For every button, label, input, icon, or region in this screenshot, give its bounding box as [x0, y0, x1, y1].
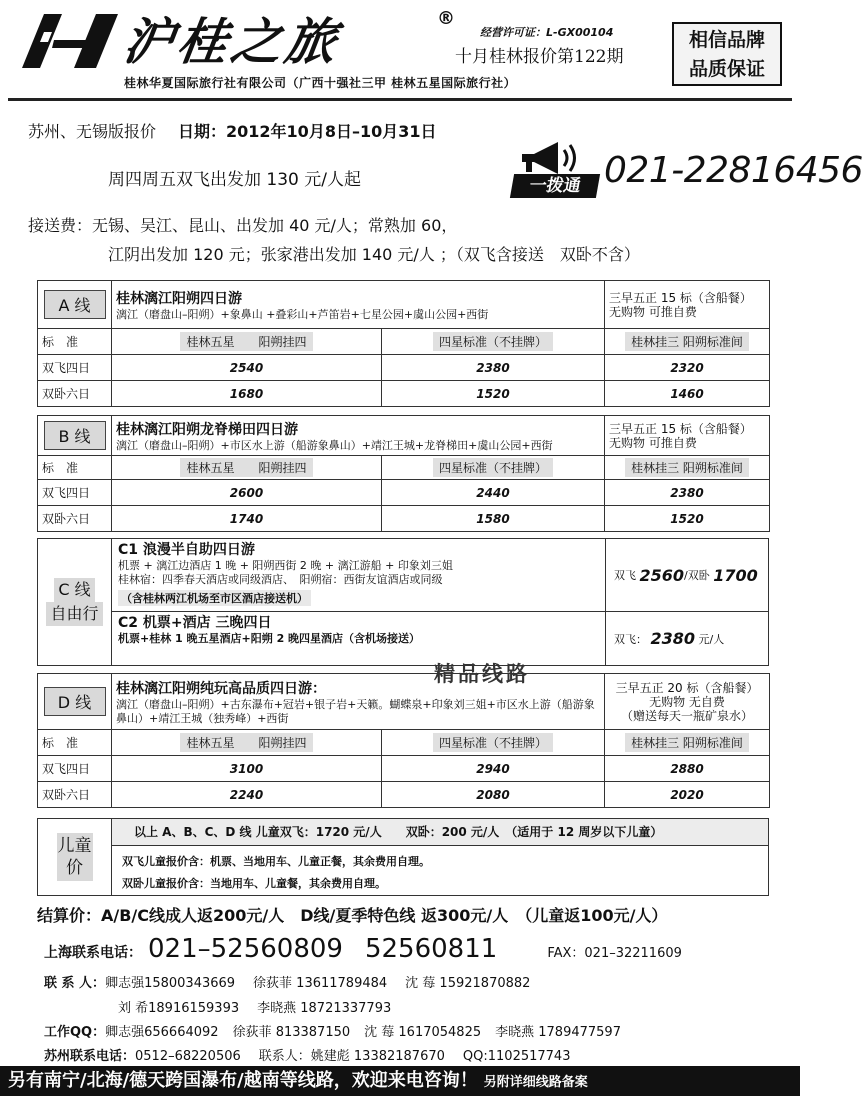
suzhou-contact-row — [44, 1045, 570, 1064]
line-b-col-2-text: 四星标准（不挂牌） — [433, 458, 553, 477]
line-d-col-2-text: 四星标准（不挂牌） — [433, 733, 553, 752]
work-qq-row — [44, 1021, 621, 1040]
brand-name: 沪桂之旅 — [119, 12, 344, 71]
line-c2-price-value: 2380 — [650, 629, 696, 648]
line-d-price-rail-1: 2240 — [112, 782, 382, 808]
transfer-fee-line-1: 接送费：无锡、吴江、昆山、出发加 40 元/人；常熟加 60， — [28, 216, 458, 235]
line-a-note-1: 三早五正 15 标（含船餐） — [609, 290, 752, 305]
line-a-col-3 — [605, 329, 770, 355]
line-a-price-fly-3: 2320 — [605, 355, 770, 381]
line-b-price-rail-1: 1740 — [112, 506, 382, 532]
qq-3: 沈 莓 1617054825 — [364, 1025, 482, 1040]
line-b-row-fly — [38, 480, 770, 506]
suzhou-person: 联系人：姚建彪 13382187670 — [258, 1049, 445, 1064]
line-d-col-3-text: 桂林挂三 阳朔标准间 — [625, 733, 749, 752]
date-range: 日期：2012年10月8日–10月31日 — [178, 122, 437, 141]
line-c1-note: （含桂林两江机场至市区酒店接送机） — [118, 590, 311, 606]
children-label: 儿童价 — [57, 833, 93, 881]
line-b-detail — [112, 416, 605, 456]
line-a-std-label: 标 准 — [38, 329, 112, 355]
line-b-note-1: 三早五正 15 标（含船餐） — [609, 421, 752, 436]
children-rail-includes: 双卧儿童报价含：当地用车、儿童餐，其余费用自理。 — [122, 877, 386, 890]
line-d-col-3 — [605, 730, 770, 756]
shanghai-phone-2: 52560811 — [364, 934, 498, 964]
contact-5: 李晓燕 18721337793 — [257, 1001, 392, 1016]
issue-title: 十月桂林报价第122期 — [455, 47, 624, 67]
line-a-row-rail-label: 双卧六日 — [38, 381, 112, 407]
line-c1-price-label: 双飞 — [614, 569, 636, 582]
company-name: 桂林华夏国际旅行社有限公司（广西十强社三甲 桂林五星国际旅行社） — [124, 76, 517, 90]
line-c-block — [37, 538, 769, 666]
line-b-label: B 线 — [44, 421, 106, 450]
children-price-block — [37, 818, 769, 896]
work-qq-label: 工作QQ： — [44, 1025, 106, 1040]
line-d-info-row — [38, 674, 770, 730]
settlement-rebate: 结算价：A/B/C线成人返200元/人 D线/夏季特色线 返300元/人 （儿童返100元/人） — [37, 906, 668, 925]
contact-3: 沈 莓 15921870882 — [405, 976, 531, 991]
line-a-name: 桂林漓江阳朔四日游 — [116, 290, 242, 307]
registered-mark: ® — [437, 8, 455, 29]
line-c-label — [38, 539, 112, 665]
line-b-price-fly-2: 2440 — [382, 480, 605, 506]
footer-banner — [0, 1066, 800, 1096]
line-b-col-1 — [112, 456, 382, 480]
slogan-line-2: 品质保证 — [688, 58, 765, 80]
line-c2-line-1: 机票+桂林 1 晚五星酒店+阳朔 2 晚四星酒店（含机场接送） — [118, 632, 421, 645]
premium-route-stamp: 精品线路 — [434, 661, 530, 686]
line-a-note-2: 无购物 可推自费 — [609, 304, 697, 319]
line-d-note-1: 三早五正 20 标（含船餐） — [615, 680, 759, 695]
line-a-row-rail — [38, 381, 770, 407]
line-b-name: 桂林漓江阳朔龙脊梯田四日游 — [116, 421, 298, 438]
hotline — [512, 140, 863, 200]
line-a-price-rail-2: 1520 — [382, 381, 605, 407]
line-d-row-rail — [38, 782, 770, 808]
line-b-row-rail-label: 双卧六日 — [38, 506, 112, 532]
line-c2-detail — [112, 612, 606, 665]
line-d-label-cell — [38, 674, 112, 730]
contact-2: 徐荻菲 13611789484 — [253, 976, 388, 991]
line-b-col-1-text: 桂林五星 阳朔挂四 — [180, 458, 312, 477]
line-a-col-1 — [112, 329, 382, 355]
megaphone-icon — [512, 140, 582, 176]
line-b-row-rail — [38, 506, 770, 532]
line-b-col-3 — [605, 456, 770, 480]
line-c2-price — [606, 612, 768, 665]
children-price-headline: 以上 A、B、C、D 线 儿童双飞：1720 元/人 双卧：200 元/人 （适用于 12 周岁以下儿童） — [112, 819, 768, 846]
line-c2-title: C2 机票+酒店 三晚四日 — [118, 615, 272, 631]
line-d-row-rail-label: 双卧六日 — [38, 782, 112, 808]
line-a-itinerary: 漓江（磨盘山–阳朔）+象鼻山 +叠彩山+芦笛岩+七星公园+虞山公园+西街 — [116, 307, 489, 321]
line-c2-price-unit: 元/人 — [698, 632, 725, 646]
line-a-price-fly-1: 2540 — [112, 355, 382, 381]
line-d-price-fly-1: 3100 — [112, 756, 382, 782]
line-d-name: 桂林漓江阳朔纯玩高品质四日游： — [116, 680, 326, 697]
line-a-label-cell — [38, 281, 112, 329]
line-d-price-fly-2: 2940 — [382, 756, 605, 782]
line-c1-line-2: 桂林宿：四季春天酒店或同级酒店、 阳朔宿：西街友谊酒店或同级 — [118, 573, 443, 586]
line-a-col-2 — [382, 329, 605, 355]
contact-1: 卿志强15800343669 — [105, 976, 236, 991]
line-b-col-3-text: 桂林挂三 阳朔标准间 — [625, 458, 749, 477]
line-c1-price-fly: 2560 — [639, 565, 685, 585]
line-a-label: A 线 — [44, 290, 106, 319]
line-d-notes — [605, 674, 770, 730]
contact-person-label: 联 系 人： — [44, 976, 106, 991]
line-d-note-3: （赠送每天一瓶矿泉水） — [621, 708, 754, 723]
line-a-notes — [605, 281, 770, 329]
line-b-info-row — [38, 416, 770, 456]
line-a-row-fly — [38, 355, 770, 381]
line-a-header-row — [38, 329, 770, 355]
line-d-header-row — [38, 730, 770, 756]
region-label: 苏州、无锡版报价 — [28, 122, 157, 141]
footer-main-text: 另有南宁/北海/德天跨国瀑布/越南等线路，欢迎来电咨询！ — [8, 1070, 478, 1091]
line-a-price-rail-3: 1460 — [605, 381, 770, 407]
line-d-std-label: 标 准 — [38, 730, 112, 756]
line-c1-price-sep: /双卧 — [684, 569, 710, 582]
header-divider — [8, 98, 792, 101]
line-c-label-2: 自由行 — [46, 602, 102, 626]
line-c1-price — [606, 539, 768, 612]
footer-sub-text: 另附详细线路备案 — [483, 1075, 588, 1090]
line-b-table — [37, 415, 770, 532]
suzhou-qq: QQ:1102517743 — [462, 1049, 571, 1064]
line-b-std-label: 标 准 — [38, 456, 112, 480]
line-b-note-2: 无购物 可推自费 — [609, 435, 697, 450]
line-b-col-2 — [382, 456, 605, 480]
slogan-box — [672, 22, 782, 86]
hotline-number: 021-22816456 — [604, 150, 863, 191]
contact-4: 刘 希18916159393 — [118, 1001, 240, 1016]
license-number: 经营许可证：L-GX00104 — [480, 26, 614, 39]
line-c-label-1: C 线 — [54, 578, 94, 602]
line-d-col-2 — [382, 730, 605, 756]
line-d-row-fly-label: 双飞四日 — [38, 756, 112, 782]
line-a-row-fly-label: 双飞四日 — [38, 355, 112, 381]
logo-mark — [14, 10, 122, 72]
line-d-col-1-text: 桂林五星 阳朔挂四 — [180, 733, 312, 752]
fax-number: FAX：021–32211609 — [547, 946, 682, 961]
suzhou-phone-label: 苏州联系电话： — [44, 1049, 136, 1064]
line-d-price-rail-3: 2020 — [605, 782, 770, 808]
suzhou-phone: 0512–68220506 — [135, 1049, 241, 1064]
line-b-price-fly-1: 2600 — [112, 480, 382, 506]
children-fly-includes: 双飞儿童报价含：机票、当地用车、儿童正餐，其余费用自理。 — [122, 855, 430, 868]
children-label-cell — [38, 819, 112, 895]
line-a-detail — [112, 281, 605, 329]
qq-1: 卿志强656664092 — [105, 1025, 219, 1040]
line-d-label: D 线 — [44, 687, 106, 716]
line-d-detail — [112, 674, 605, 730]
line-d-price-rail-2: 2080 — [382, 782, 605, 808]
line-b-price-rail-2: 1580 — [382, 506, 605, 532]
shanghai-phone-1: 021–52560809 — [148, 934, 343, 964]
line-b-label-cell — [38, 416, 112, 456]
qq-2: 徐荻菲 813387150 — [232, 1025, 351, 1040]
line-d-col-1 — [112, 730, 382, 756]
line-a-col-2-text: 四星标准（不挂牌） — [433, 332, 553, 351]
line-c1-price-rail: 1700 — [713, 565, 758, 585]
line-a-price-fly-2: 2380 — [382, 355, 605, 381]
line-d-row-fly — [38, 756, 770, 782]
line-a-table — [37, 280, 770, 407]
qq-4: 李晓燕 1789477597 — [495, 1025, 621, 1040]
line-b-price-rail-3: 1520 — [605, 506, 770, 532]
contacts-row-1 — [44, 972, 530, 991]
line-a-price-rail-1: 1680 — [112, 381, 382, 407]
transfer-fee-line-2: 江阴出发加 120 元；张家港出发加 140 元/人 ；（双飞含接送 双卧不含） — [108, 245, 640, 264]
line-d-price-fly-3: 2880 — [605, 756, 770, 782]
line-b-row-fly-label: 双飞四日 — [38, 480, 112, 506]
line-d-itinerary: 漓江（磨盘山–阳朔）+古东瀑布+冠岩+银子岩+天籁。蝴蝶泉+印象刘三姐+市区水上游（船游象鼻山）+靖江王城（独秀峰）+西街 — [116, 697, 595, 725]
line-c2-price-label: 双飞： — [614, 632, 647, 646]
contacts-row-2 — [118, 997, 391, 1016]
line-c1-line-1: 机票 + 漓江边酒店 1 晚 + 阳朔西街 2 晚 + 漓江游船 + 印象刘三姐 — [118, 559, 453, 572]
shanghai-contact-line — [44, 934, 682, 964]
line-b-itinerary: 漓江（磨盘山–阳朔）+市区水上游（船游象鼻山）+靖江王城+龙脊梯田+虞山公园+西街 — [116, 438, 553, 452]
quote-title — [28, 119, 436, 142]
line-b-price-fly-3: 2380 — [605, 480, 770, 506]
line-d-note-2: 无购物 无自费 — [649, 694, 725, 709]
line-b-header-row — [38, 456, 770, 480]
hotline-label: 一拨通 — [510, 174, 600, 198]
line-a-info-row — [38, 281, 770, 329]
surcharge-note: 周四周五双飞出发加 130 元/人起 — [108, 170, 361, 190]
line-c1-detail — [112, 539, 606, 612]
shanghai-phone-label: 上海联系电话： — [44, 945, 142, 961]
line-c1-title: C1 浪漫半自助四日游 — [118, 542, 255, 558]
slogan-line-1: 相信品牌 — [688, 29, 765, 51]
line-a-col-3-text: 桂林挂三 阳朔标准间 — [625, 332, 749, 351]
line-b-notes — [605, 416, 770, 456]
line-a-col-1-text: 桂林五星 阳朔挂四 — [180, 332, 312, 351]
line-d-table — [37, 673, 770, 808]
